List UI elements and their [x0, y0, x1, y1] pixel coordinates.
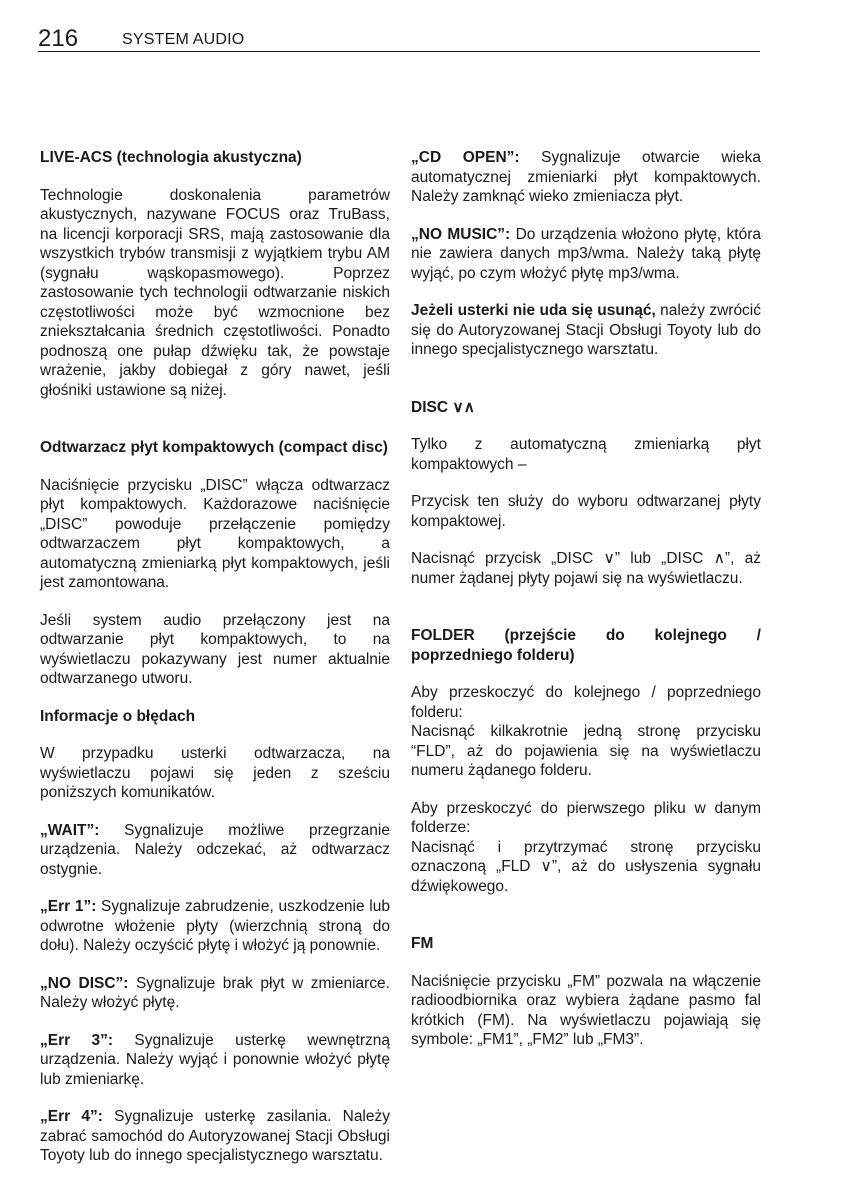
error-item-wait — [40, 821, 390, 880]
error-label: „NO MUSIC”: — [411, 225, 511, 243]
folder-p1-body: Nacisnąć kilkakrotnie jedną stronę przycisku “FLD”, aż do pojawienia się na wyświetlaczu numeru żądanego folderu. — [411, 723, 761, 779]
folder-p2-lead: Aby przeskoczyć do pierwszego pliku w danym folderze: — [411, 799, 761, 836]
cd-player-paragraph-2: Jeśli system audio przełączony jest na odtwarzanie płyt kompaktowych, to na wyświetlaczu pokazywany jest numer aktualnie odtwarzanego utworu. — [40, 611, 390, 687]
error-item-no-music — [411, 225, 761, 284]
error-text: Sygnalizuje możliwe przegrzanie urządzenia. Należy odczekać, aż odtwarzacz ostygnie. — [40, 821, 390, 878]
right-column — [411, 148, 761, 1068]
folder-p1-lead: Aby przeskoczyć do kolejnego / poprzedniego folderu: — [411, 684, 761, 721]
disc-paragraph-2: Przycisk ten służy do wyboru odtwarzanej płyty kompaktowej. — [411, 493, 761, 530]
error-label: „Err 1”: — [40, 898, 97, 915]
error-item-err3 — [40, 1031, 390, 1090]
error-text: Sygnalizuje usterkę wewnętrzną urządzenia. Należy wyjąć i ponownie włożyć płytę lub zmieniarkę. — [40, 1031, 390, 1088]
error-label: „WAIT”: — [40, 821, 100, 839]
errors-intro: W przypadku usterki odtwarzacza, na wyświetlaczu pojawi się jeden z sześciu poniższych komunikatów. — [40, 745, 390, 801]
error-label: „Err 3”: — [40, 1031, 114, 1049]
errors-heading: Informacje o błędach — [40, 707, 196, 725]
folder-heading: FOLDER (przejście do kolejnego / poprzedniego folderu) — [411, 627, 761, 664]
error-item-err4 — [40, 1107, 390, 1166]
section-title: SYSTEM AUDIO — [122, 31, 245, 48]
error-text: Sygnalizuje brak płyt w zmieniarce. Należy włożyć płytę. — [40, 974, 390, 1011]
error-text: Sygnalizuje otwarcie wieka automatycznej zmieniarki płyt kompaktowych. Należy zamknąć wieko zmieniacza płyt. — [411, 149, 761, 205]
live-acs-heading: LIVE-ACS (technologia akustyczna) — [40, 149, 302, 166]
cd-player-heading: Odtwarzacz płyt kompaktowych (compact disc) — [40, 439, 388, 456]
folder-paragraph-1 — [411, 683, 761, 781]
left-column — [40, 148, 390, 1184]
fm-paragraph: Naciśnięcie przycisku „FM” pozwala na włączenie radioodbiornika oraz wybiera żądane pasmo fal krótkich (FM). Na wyświetlaczu pojawiają się symbole: „FM1”, „FM2” lub „FM3”. — [411, 972, 761, 1048]
error-item-no-disc — [40, 974, 390, 1013]
folder-p2-body: Nacisnąć i przytrzymać stronę przycisku oznaczoną „FLD ∨”, aż do usłyszenia sygnału dźwiękowego. — [411, 838, 761, 895]
error-label: „CD OPEN”: — [411, 149, 520, 166]
error-persist-note — [411, 301, 761, 360]
disc-paragraph-3: Nacisnąć przycisk „DISC ∨” lub „DISC ∧”, aż numer żądanej płyty pojawi się na wyświetlaczu. — [411, 550, 761, 587]
error-text: Sygnalizuje usterkę zasilania. Należy zabrać samochód do Autoryzowanej Stacji Obsługi Toyoty lub do innego specjalistycznego warsztatu. — [40, 1108, 390, 1164]
page-header — [38, 24, 760, 54]
note-text: należy zwrócić się do Autoryzowanej Stacji Obsługi Toyoty lub do innego specjalistycznego warsztatu. — [411, 302, 762, 358]
folder-paragraph-2 — [411, 799, 761, 897]
error-label: „Err 4”: — [40, 1108, 103, 1125]
error-text: Do urządzenia włożono płytę, która nie zawiera danych mp3/wma. Należy taką płytę wyjąć, po czym włożyć płytę mp3/wma. — [411, 225, 761, 282]
live-acs-paragraph: Technologie doskonalenia parametrów akustycznych, nazywane FOCUS oraz TruBass, na licencji korporacji SRS, mają zastosowanie dla wszystkich trybów transmisji z wyjątkiem trybu AM (sygnału wąskopasmowego). Poprzez zastosowanie tych technologii odtwarzanie niskich częstotliwości może być wzmocnione bez zniekształcania średnich częstotliwości. Ponadto podnoszą one pułap dźwięku tak, że powstaje wrażenie, jakby dobiegał z góry nawet, jeśli głośniki ustawione są niżej. — [40, 186, 390, 399]
page-number: 216 — [38, 25, 79, 52]
error-item-err1 — [40, 897, 390, 956]
fm-heading: FM — [411, 935, 434, 952]
note-label: Jeżeli usterki nie uda się usunąć, — [411, 302, 656, 319]
error-text: Sygnalizuje zabrudzenie, uszkodzenie lub odwrotne włożenie płyty (wierzchnią stroną do dołu). Należy oczyścić płytę i włożyć ją ponownie. — [40, 898, 390, 954]
header-rule — [38, 51, 760, 52]
cd-player-paragraph-1: Naciśnięcie przycisku „DISC” włącza odtwarzacz płyt kompaktowych. Każdorazowe naciśnięcie „DISC” powoduje przełączenie pomiędzy odtwarzaczem płyt kompaktowych, a automatyczną zmieniarką płyt kompaktowych, jeśli jest zamontowana. — [40, 476, 390, 591]
error-label: „NO DISC”: — [40, 974, 129, 992]
error-item-cd-open — [411, 148, 761, 207]
disc-heading: DISC ∨∧ — [411, 398, 476, 416]
disc-paragraph-1: Tylko z automatyczną zmieniarką płyt kompaktowych – — [411, 436, 761, 473]
